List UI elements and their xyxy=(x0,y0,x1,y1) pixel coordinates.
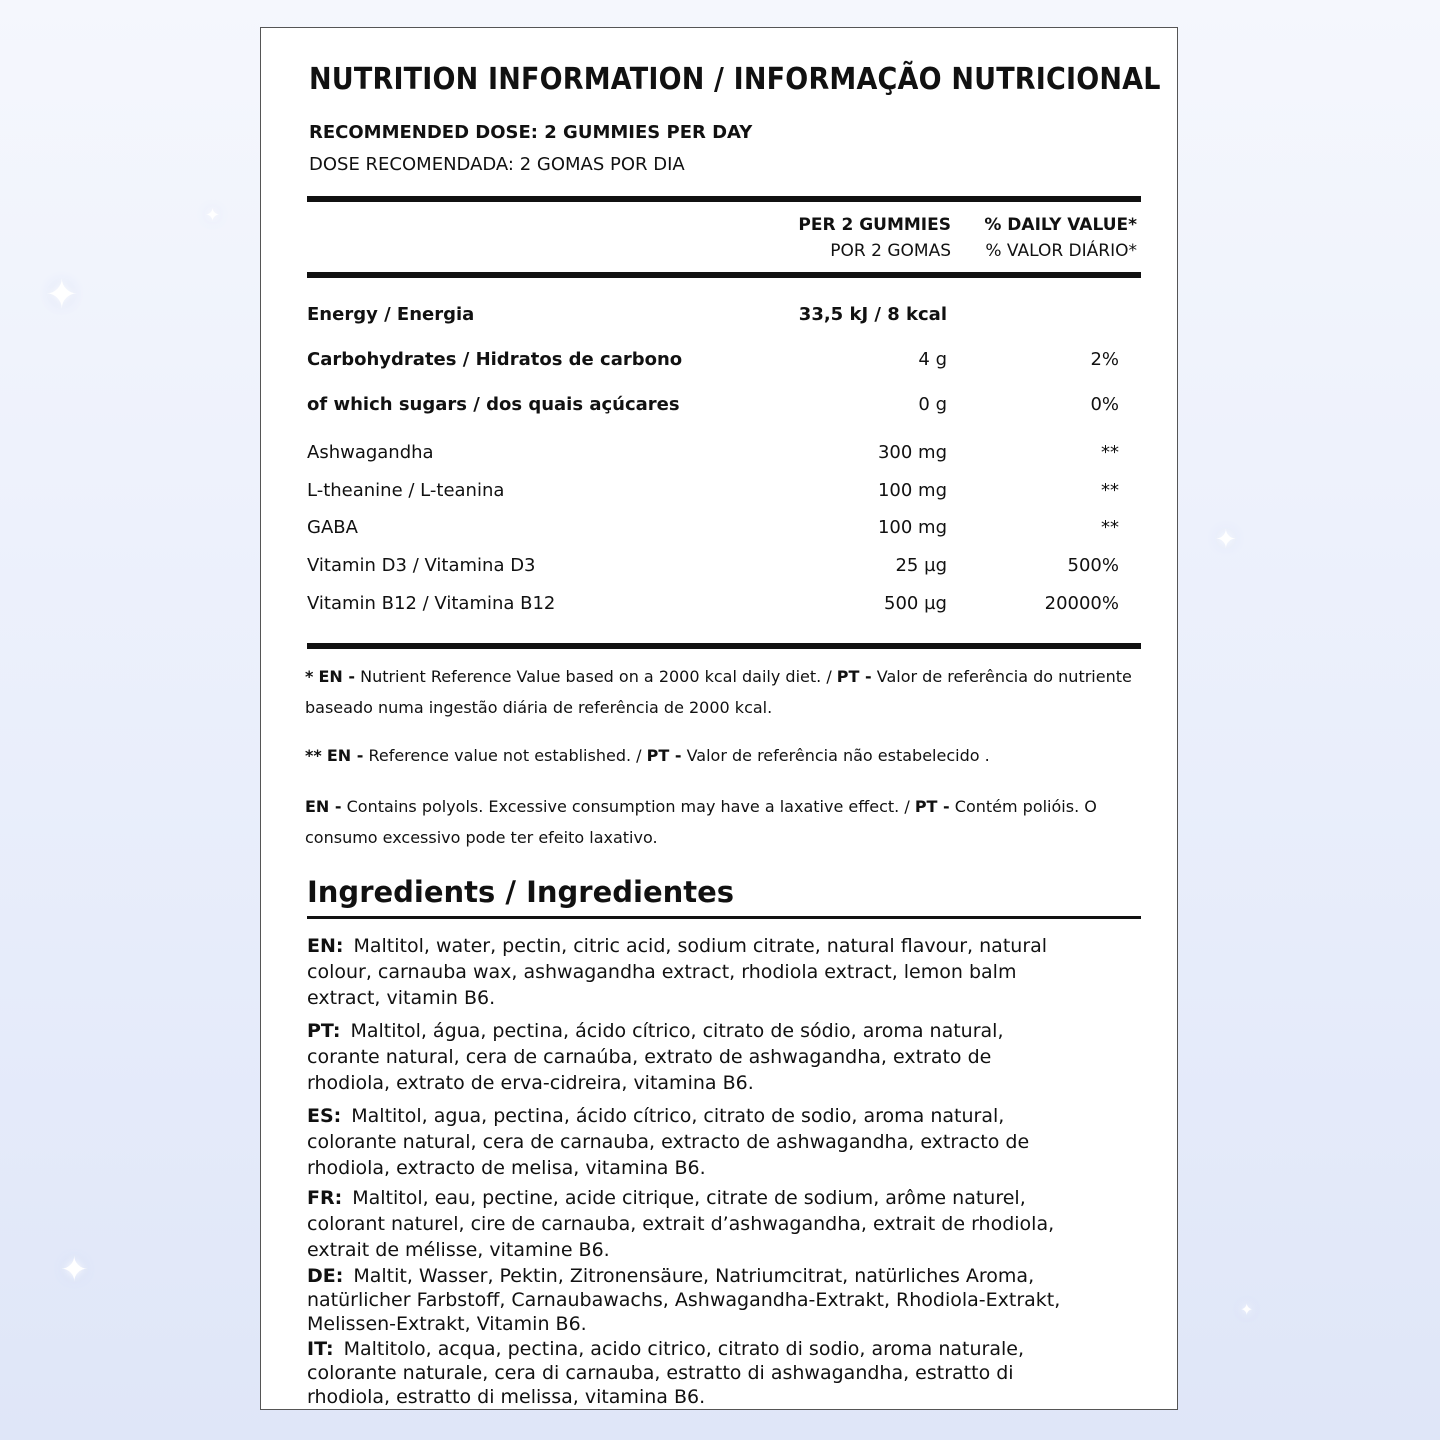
language-code: DE: xyxy=(307,1265,344,1287)
divider-top xyxy=(307,196,1141,202)
nutrient-dv: 500% xyxy=(1067,555,1119,576)
header-per-en: PER 2 GUMMIES xyxy=(798,215,951,235)
ingredients-text: Maltitol, eau, pectine, acide citrique, citrate de sodium, arôme naturel, colorant naturel, cire de carnauba, extrait d’ashwagandha, extrait de rhodiola, extrait de mélisse, vitamine B6. xyxy=(307,1187,1055,1261)
nutrient-label: L-theanine / L-teanina xyxy=(307,480,505,501)
sparkle-icon: ✦ xyxy=(1215,525,1237,555)
language-code: EN: xyxy=(307,935,344,957)
nutrient-label: Ashwagandha xyxy=(307,442,434,463)
ingredients-fr xyxy=(307,1185,1067,1263)
header-dv-pt: % VALOR DIÁRIO* xyxy=(985,241,1137,261)
ingredients-it xyxy=(307,1337,1067,1409)
nutrient-dv: ** xyxy=(1101,442,1119,463)
ingredients-pt xyxy=(307,1018,1067,1096)
ingredients-divider xyxy=(307,916,1141,919)
nutrient-amount: 0 g xyxy=(918,394,947,415)
nutrient-amount: 4 g xyxy=(918,349,947,370)
dose-en: RECOMMENDED DOSE: 2 GUMMIES PER DAY xyxy=(309,122,753,143)
ingredients-text: Maltitol, agua, pectina, ácido cítrico, citrato de sodio, aroma natural, colorante natural, cera de carnauba, extracto de ashwagandha, extracto de rhodiola, extracto de melisa, vitamina B6. xyxy=(307,1105,1030,1179)
footnote-mark: * xyxy=(305,667,314,686)
table-row xyxy=(307,476,1141,506)
nutrient-dv: ** xyxy=(1101,480,1119,501)
nutrient-amount: 100 mg xyxy=(877,480,947,501)
table-row xyxy=(307,551,1141,581)
footnote-pt-text: Valor de referência do nutriente baseado numa ingestão diária de referência de 2000 kcal. xyxy=(305,667,1132,717)
divider-bottom xyxy=(307,643,1141,649)
nutrient-dv: 2% xyxy=(1090,349,1119,370)
footnote-en-text: Contains polyols. Excessive consumption may have a laxative effect. / xyxy=(346,797,910,816)
table-row xyxy=(307,513,1141,543)
language-code: ES: xyxy=(307,1105,342,1127)
nutrient-dv: 20000% xyxy=(1044,593,1119,614)
dose-pt: DOSE RECOMENDADA: 2 GOMAS POR DIA xyxy=(309,154,685,175)
ingredients-text: Maltit, Wasser, Pektin, Zitronensäure, Natriumcitrat, natürliches Aroma, natürlicher Farbstoff, Carnaubawachs, Ashwagandha-Extrakt, Rhodiola-Extrakt, Melissen-Extrakt, Vitamin B6. xyxy=(307,1265,1061,1335)
table-row xyxy=(307,300,1141,330)
table-row xyxy=(307,589,1141,619)
nutrient-amount: 100 mg xyxy=(877,517,947,538)
ingredients-de xyxy=(307,1264,1067,1336)
sparkle-icon: ✦ xyxy=(205,205,221,226)
nutrient-label: Vitamin D3 / Vitamina D3 xyxy=(307,555,536,576)
nutrient-amount: 500 µg xyxy=(884,593,947,614)
page-title: NUTRITION INFORMATION / INFORMAÇÃO NUTRICIONAL xyxy=(309,62,1161,97)
footnote-pt-text: Valor de referência não estabelecido . xyxy=(686,746,990,765)
ingredients-title: Ingredients / Ingredientes xyxy=(307,875,735,909)
language-code: IT: xyxy=(307,1338,334,1360)
language-code: FR: xyxy=(307,1187,343,1209)
nutrient-label: GABA xyxy=(307,517,358,538)
nutrient-amount: 33,5 kJ / 8 kcal xyxy=(798,304,947,325)
nutrient-dv: 0% xyxy=(1090,394,1119,415)
footnote-mark: ** xyxy=(305,746,322,765)
footnote-pt-code: PT - xyxy=(836,667,872,686)
footnote-polyols xyxy=(305,791,1145,853)
nutrient-dv: ** xyxy=(1101,517,1119,538)
nutrient-label: Energy / Energia xyxy=(307,304,475,325)
language-code: PT: xyxy=(307,1020,341,1042)
footnote-en-code: EN - xyxy=(326,746,364,765)
ingredients-es xyxy=(307,1103,1067,1181)
sparkle-icon: ✦ xyxy=(1240,1300,1254,1319)
nutrient-label: Vitamin B12 / Vitamina B12 xyxy=(307,593,556,614)
sparkle-icon: ✦ xyxy=(60,1250,89,1290)
footnote-pt-text: Contém polióis. O consumo excessivo pode ter efeito laxativo. xyxy=(305,797,1097,847)
nutrient-label: Carbohydrates / Hidratos de carbono xyxy=(307,349,683,370)
nutrient-amount: 25 µg xyxy=(895,555,947,576)
nutrient-label: of which sugars / dos quais açúcares xyxy=(307,394,680,415)
ingredients-text: Maltitol, water, pectin, citric acid, sodium citrate, natural flavour, natural colour, carnauba wax, ashwagandha extract, rhodiola extract, lemon balm extract, vitamin B6. xyxy=(307,935,1048,1009)
nutrition-label-card xyxy=(260,27,1178,1410)
sparkle-icon: ✦ xyxy=(45,272,79,318)
table-row xyxy=(307,438,1141,468)
footnote-pt-code: PT - xyxy=(914,797,950,816)
footnote-nrv xyxy=(305,661,1145,723)
footnote-en-code: EN - xyxy=(305,797,342,816)
footnote-en-text: Reference value not established. / xyxy=(368,746,642,765)
table-row xyxy=(307,390,1141,420)
ingredients-text: Maltitolo, acqua, pectina, acido citrico, citrato di sodio, aroma naturale, colorante naturale, cera di carnauba, estratto di ashwagandha, estratto di rhodiola, estratto di melissa, vitamina B6. xyxy=(307,1338,1024,1408)
ingredients-en xyxy=(307,933,1067,1011)
footnote-pt-code: PT - xyxy=(646,746,682,765)
footnote-en-text: Nutrient Reference Value based on a 2000 kcal daily diet. / xyxy=(360,667,832,686)
divider-header xyxy=(307,272,1141,278)
header-per-pt: POR 2 GOMAS xyxy=(830,241,951,261)
table-row xyxy=(307,345,1141,375)
header-per-serving xyxy=(798,212,951,264)
footnote-en-code: EN - xyxy=(318,667,355,686)
header-dv-en: % DAILY VALUE* xyxy=(984,215,1137,235)
ingredients-text: Maltitol, água, pectina, ácido cítrico, citrato de sódio, aroma natural, corante natural, cera de carnaúba, extrato de ashwagandha, extrato de rhodiola, extrato de erva-cidreira, vitamina B6. xyxy=(307,1020,1004,1094)
footnote-reference xyxy=(305,740,1145,771)
nutrient-amount: 300 mg xyxy=(877,442,947,463)
header-daily-value xyxy=(984,212,1137,264)
